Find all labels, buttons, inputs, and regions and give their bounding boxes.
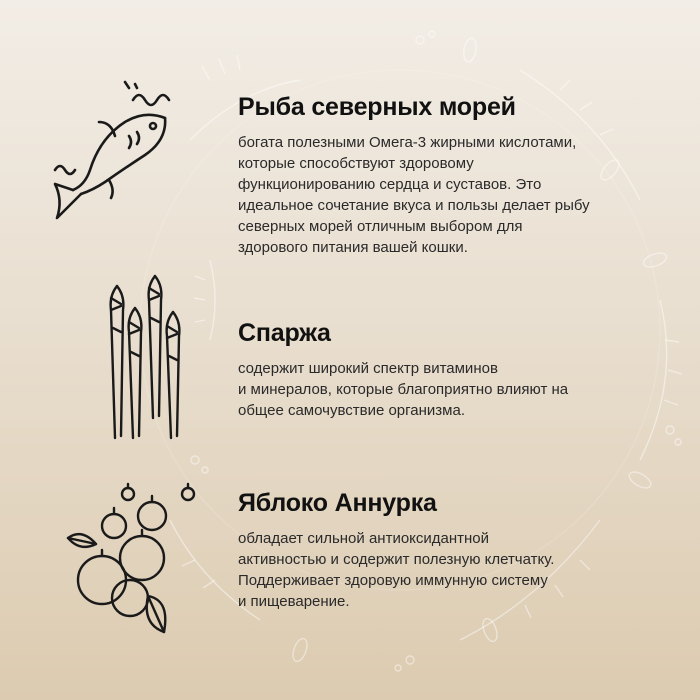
fish-description-line: северных морей отличным выбором для <box>238 218 523 235</box>
fish-text-block <box>238 92 668 258</box>
asparagus-text-block <box>238 318 668 421</box>
fish-description-line: функционированию сердца и суставов. Это <box>238 176 542 193</box>
asparagus-description-line: и минералов, которые благоприятно влияют на <box>238 381 569 398</box>
apple-description-line: активностью и содержит полезную клетчатку. <box>238 551 555 568</box>
fish-description-line: богата полезными Омега-3 жирными кислотами, <box>238 134 577 151</box>
apple-text-block <box>238 488 668 612</box>
asparagus-description-line: общее самочувствие организма. <box>238 402 465 419</box>
apple-description-line: обладает сильной антиоксидантной <box>238 530 490 547</box>
fish-description-line: здорового питания вашей кошки. <box>238 239 468 256</box>
asparagus-icon <box>95 268 235 448</box>
apple-icon <box>60 478 200 648</box>
apple-title: Яблоко Аннурка <box>238 489 437 517</box>
fish-icon <box>45 70 185 230</box>
apple-description <box>238 528 668 612</box>
asparagus-description-line: содержит широкий спектр витаминов <box>238 360 498 377</box>
fish-description-line: которые способствуют здоровому <box>238 155 474 172</box>
asparagus-title: Спаржа <box>238 319 331 347</box>
fish-title: Рыба северных морей <box>238 93 516 121</box>
fish-description <box>238 132 668 258</box>
apple-description-line: Поддерживает здоровую иммунную систему <box>238 572 548 589</box>
fish-description-line: идеальное сочетание вкуса и пользы делает рыбу <box>238 197 590 214</box>
asparagus-description <box>238 358 668 421</box>
apple-description-line: и пищеварение. <box>238 593 350 610</box>
